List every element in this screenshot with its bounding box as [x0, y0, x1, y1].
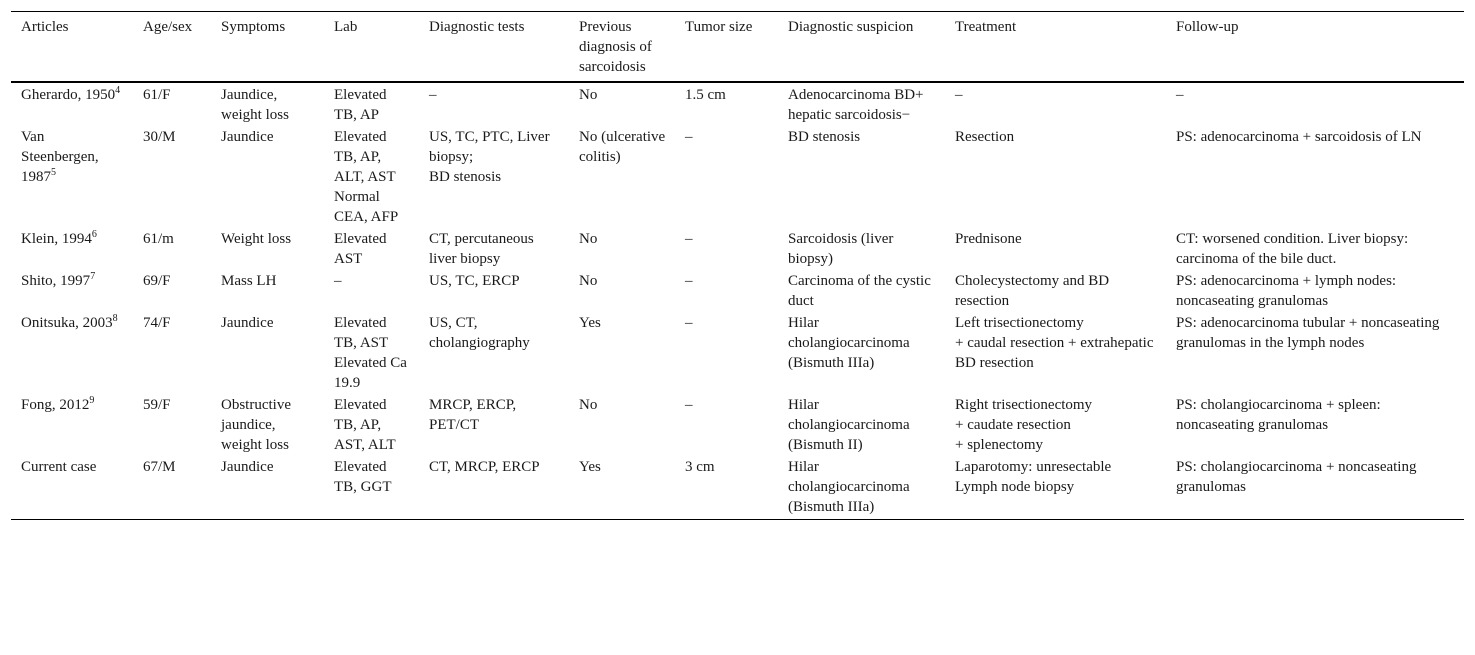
symptoms-cell: Jaundice	[221, 315, 274, 331]
article-name: Klein, 1994	[21, 231, 92, 247]
header-follow-up: Follow-up	[1176, 19, 1239, 35]
treatment-line: + splenectomy	[955, 437, 1044, 453]
article-cell	[11, 227, 133, 269]
lab-line: Elevated TB, AP, AST, ALT	[334, 397, 396, 453]
tumor-size-cell: –	[685, 397, 693, 413]
lab-cell	[324, 125, 419, 227]
lab-line: Normal CEA, AFP	[334, 189, 399, 225]
symptoms-cell: Jaundice, weight loss	[221, 87, 289, 123]
tests-line: –	[429, 87, 437, 103]
tumor-size-cell: 3 cm	[685, 459, 715, 475]
tumor-size-cell: –	[685, 231, 693, 247]
header-articles: Articles	[21, 19, 69, 35]
previous-diagnosis-cell: No	[579, 231, 598, 247]
lab-line: Elevated TB, AST	[334, 315, 389, 351]
article-name: Van Steenbergen, 1987	[21, 129, 99, 185]
age-sex-cell: 69/F	[143, 273, 171, 289]
treatment-line: Cholecystectomy and BD resection	[955, 273, 1110, 309]
article-cell	[11, 393, 133, 455]
tests-cell	[419, 393, 569, 455]
follow-up-cell: –	[1176, 87, 1184, 103]
treatment-cell	[945, 227, 1166, 269]
reference-number: 4	[115, 85, 121, 96]
symptoms-cell: Obstructive jaundice, weight loss	[221, 397, 291, 453]
suspicion-cell: Carcinoma of the cystic duct	[788, 273, 931, 309]
tumor-size-cell: –	[685, 129, 693, 145]
reference-number: 7	[90, 271, 96, 282]
table-row	[11, 393, 1464, 455]
previous-diagnosis-cell: No	[579, 273, 598, 289]
tests-cell	[419, 227, 569, 269]
lab-cell	[324, 227, 419, 269]
treatment-line: Prednisone	[955, 231, 1022, 247]
lab-line: Elevated TB, GGT	[334, 459, 392, 495]
treatment-line: + caudal resection + extrahepatic BD resection	[955, 335, 1154, 371]
tumor-size-cell: –	[685, 315, 693, 331]
article-cell	[11, 82, 133, 125]
tests-line: BD stenosis	[429, 169, 502, 185]
follow-up-cell: PS: adenocarcinoma + sarcoidosis of LN	[1176, 129, 1422, 145]
treatment-line: Lymph node biopsy	[955, 479, 1075, 495]
previous-diagnosis-cell: No	[579, 87, 598, 103]
tests-line: US, TC, ERCP	[429, 273, 520, 289]
lab-cell	[324, 269, 419, 311]
treatment-cell	[945, 311, 1166, 393]
header-treatment: Treatment	[955, 19, 1017, 35]
header-age-sex: Age/sex	[143, 19, 193, 35]
follow-up-cell: PS: cholangiocarcinoma + spleen: noncaseating granulomas	[1176, 397, 1381, 433]
article-cell	[11, 455, 133, 520]
treatment-cell	[945, 393, 1166, 455]
follow-up-cell: PS: adenocarcinoma + lymph nodes: noncaseating granulomas	[1176, 273, 1397, 309]
reference-number: 9	[89, 395, 95, 406]
tests-line: CT, percutaneous liver biopsy	[429, 231, 534, 267]
treatment-cell	[945, 125, 1166, 227]
previous-diagnosis-cell: No (ulcerative colitis)	[579, 129, 666, 165]
table-row	[11, 82, 1464, 125]
age-sex-cell: 30/M	[143, 129, 176, 145]
tests-cell	[419, 125, 569, 227]
article-cell	[11, 311, 133, 393]
header-diagnostic-tests: Diagnostic tests	[429, 19, 525, 35]
previous-diagnosis-cell: Yes	[579, 315, 601, 331]
article-cell	[11, 269, 133, 311]
treatment-cell	[945, 455, 1166, 520]
lab-cell	[324, 393, 419, 455]
treatment-cell	[945, 269, 1166, 311]
tests-line: MRCP, ERCP, PET/CT	[429, 397, 517, 433]
reference-number: 8	[112, 313, 118, 324]
follow-up-cell: PS: cholangiocarcinoma + noncaseating granulomas	[1176, 459, 1417, 495]
lab-line: Elevated AST	[334, 231, 387, 267]
article-name: Gherardo, 1950	[21, 87, 116, 103]
suspicion-cell: Hilar cholangiocarcinoma (Bismuth IIIa)	[788, 459, 910, 515]
age-sex-cell: 59/F	[143, 397, 171, 413]
lab-cell	[324, 82, 419, 125]
article-name: Shito, 1997	[21, 273, 91, 289]
header-symptoms: Symptoms	[221, 19, 286, 35]
header-diagnostic-suspicion: Diagnostic suspicion	[788, 19, 914, 35]
suspicion-cell: BD stenosis	[788, 129, 861, 145]
suspicion-cell: Sarcoidosis (liver biopsy)	[788, 231, 894, 267]
case-comparison-table	[11, 11, 1464, 520]
lab-line: Elevated TB, AP	[334, 87, 387, 123]
article-cell	[11, 125, 133, 227]
follow-up-cell: PS: adenocarcinoma tubular + noncaseating granulomas in the lymph nodes	[1176, 315, 1440, 351]
reference-number: 6	[91, 229, 97, 240]
header-tumor-size: Tumor size	[685, 19, 753, 35]
table-row	[11, 311, 1464, 393]
lab-line: Elevated TB, AP, ALT, AST	[334, 129, 396, 185]
tests-line: CT, MRCP, ERCP	[429, 459, 540, 475]
article-name: Current case	[21, 459, 97, 475]
age-sex-cell: 74/F	[143, 315, 171, 331]
treatment-line: Right trisectionectomy	[955, 397, 1093, 413]
article-name: Onitsuka, 2003	[21, 315, 113, 331]
tumor-size-cell: 1.5 cm	[685, 87, 726, 103]
treatment-line: Laparotomy: unresectable	[955, 459, 1112, 475]
table-row	[11, 125, 1464, 227]
age-sex-cell: 61/m	[143, 231, 174, 247]
reference-number: 5	[51, 167, 56, 178]
treatment-line: –	[955, 87, 963, 103]
symptoms-cell: Jaundice	[221, 459, 274, 475]
table-row	[11, 269, 1464, 311]
header-row	[11, 12, 1464, 83]
suspicion-cell: Hilar cholangiocarcinoma (Bismuth IIIa)	[788, 315, 910, 371]
symptoms-cell: Jaundice	[221, 129, 274, 145]
header-lab: Lab	[334, 19, 358, 35]
lab-cell	[324, 311, 419, 393]
previous-diagnosis-cell: No	[579, 397, 598, 413]
tests-cell	[419, 82, 569, 125]
age-sex-cell: 61/F	[143, 87, 171, 103]
symptoms-cell: Weight loss	[221, 231, 292, 247]
previous-diagnosis-cell: Yes	[579, 459, 601, 475]
symptoms-cell: Mass LH	[221, 273, 277, 289]
age-sex-cell: 67/M	[143, 459, 176, 475]
header-previous-diagnosis: Previous diagnosis of sarcoidosis	[579, 19, 652, 75]
tests-cell	[419, 455, 569, 520]
table-row	[11, 455, 1464, 520]
tests-cell	[419, 311, 569, 393]
tests-cell	[419, 269, 569, 311]
tumor-size-cell: –	[685, 273, 693, 289]
treatment-line: Left trisectionectomy	[955, 315, 1084, 331]
treatment-line: Resection	[955, 129, 1015, 145]
lab-line: –	[334, 273, 342, 289]
treatment-line: + caudate resection	[955, 417, 1071, 433]
follow-up-cell: CT: worsened condition. Liver biopsy: carcinoma of the bile duct.	[1176, 231, 1409, 267]
tests-line: US, TC, PTC, Liver biopsy;	[429, 129, 550, 165]
suspicion-cell: Adenocarcinoma BD+ hepatic sarcoidosis−	[788, 87, 924, 123]
suspicion-cell: Hilar cholangiocarcinoma (Bismuth II)	[788, 397, 910, 453]
article-name: Fong, 2012	[21, 397, 90, 413]
tests-line: US, CT, cholangiography	[429, 315, 530, 351]
table-row	[11, 227, 1464, 269]
lab-cell	[324, 455, 419, 520]
treatment-cell	[945, 82, 1166, 125]
lab-line: Elevated Ca 19.9	[334, 355, 407, 391]
